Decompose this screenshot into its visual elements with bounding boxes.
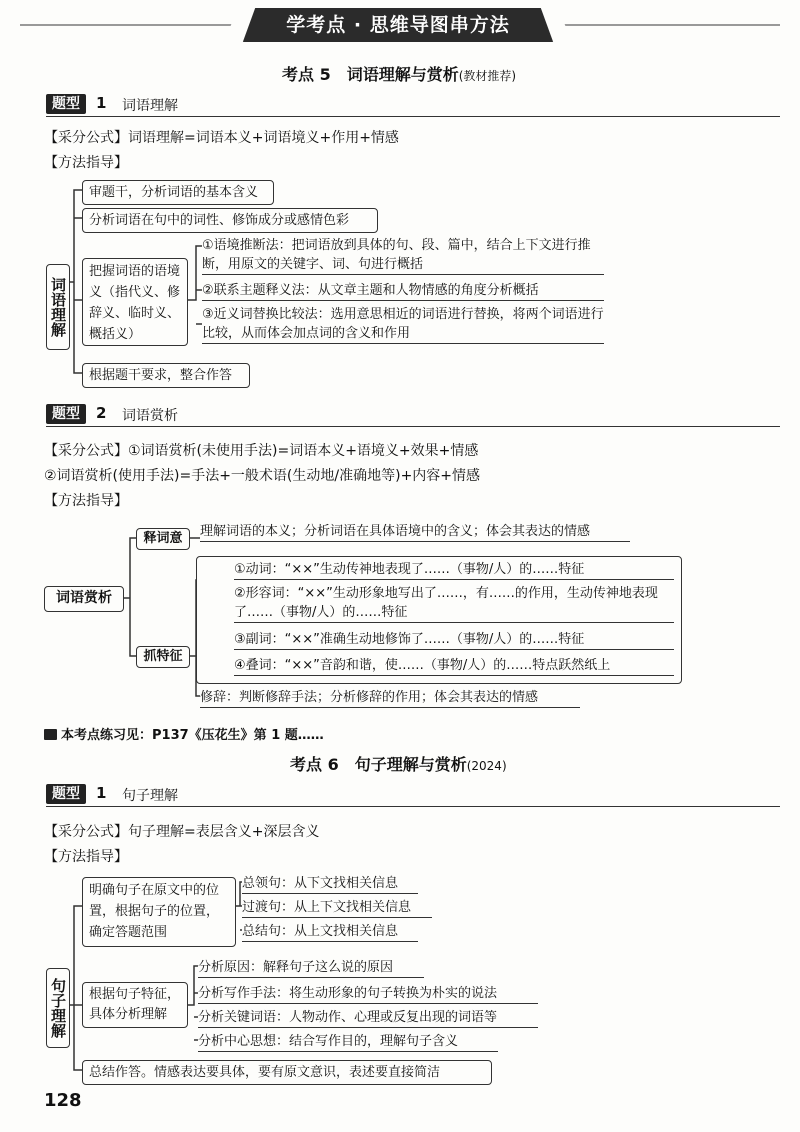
kp6-tx1-num: 1 (96, 784, 107, 802)
kp5-tx1-branch-2: 分析词语在句中的词性、修饰成分或感情色彩 (82, 208, 378, 233)
kp5-title-text: 考点 5 词语理解与赏析 (282, 65, 459, 84)
kp5-tx2-name: 词语赏析 (122, 408, 178, 424)
kp5-tx2-pos-item-3: ③副词：“××”准确生动地修饰了……（事物/人）的……特征 (234, 630, 674, 650)
kp5-tx1-guide: 【方法指导】 (44, 155, 128, 171)
kp5-tx2-num: 2 (96, 404, 107, 422)
kp5-note: (教材推荐) (458, 69, 517, 83)
kp6-tx1-b2-item-2: 分析写作手法：将生动形象的句子转换为朴实的说法 (198, 984, 538, 1004)
kp5-tx2-guide: 【方法指导】 (44, 493, 128, 509)
kp6-tx1-branch-1: 明确句子在原文中的位置，根据句子的位置，确定答题范围 (82, 877, 236, 947)
kp5-tx1-item-2: ②联系主题释义法：从文章主题和人物情感的角度分析概括 (202, 281, 604, 301)
page-number: 128 (44, 1090, 82, 1111)
kp6-title-text: 考点 6 句子理解与赏析 (290, 755, 467, 774)
kp6-tx1-name: 句子理解 (122, 788, 178, 804)
book-icon (44, 729, 57, 740)
kp5-tx2-root: 词语赏析 (44, 586, 124, 612)
kp5-tx2-pos-item-2: ②形容词：“××”生动形象地写出了……，有……的作用，生动传神地表现了……（事物/人）的……特征 (234, 584, 674, 623)
kp6-tx1-branch-2: 根据句子特征，具体分析理解 (82, 982, 188, 1028)
kp5-tx1-branch-3: 把握词语的语境义（指代义、修辞义、临时义、概括义） (82, 258, 188, 346)
kp5-tx1-name: 词语理解 (122, 98, 178, 114)
kp5-tx1-item-3: ③近义词替换比较法：选用意思相近的词语进行替换，将两个词语进行比较，从而体会加点词的含义和作用 (202, 305, 604, 344)
kp6-tx1-guide: 【方法指导】 (44, 849, 128, 865)
kp5-tx2-formula-2: ②词语赏析(使用手法)=手法+一般术语(生动地/准确地等)+内容+情感 (44, 468, 481, 484)
kp6-tx1-branch-3: 总结作答。情感表达要具体，要有原文意识，表述要直接简洁 (82, 1060, 492, 1085)
header-banner: 学考点 · 思维导图串方法 (240, 8, 556, 42)
kp6-tx1-b2-item-4: 分析中心思想：结合写作目的，理解句子含义 (198, 1032, 498, 1052)
kp5-tx1-badge: 题型 (46, 94, 86, 114)
kp6-note: (2024) (466, 759, 507, 773)
kp6-tx1-b2-item-1: 分析原因：解释句子这么说的原因 (198, 958, 424, 978)
kp5-tx2-node-1: 释词意 (136, 528, 190, 550)
kp5-tx2-pos-item-4: ④叠词：“××”音韵和谐，使……（事物/人）的……特点跃然纸上 (234, 656, 674, 676)
kp5-tx2-formula-1: 【采分公式】①词语赏析(未使用手法)=词语本义+语境义+效果+情感 (44, 443, 479, 459)
kp6-tx1-badge: 题型 (46, 784, 86, 804)
kp6-tx1-b2-item-3: 分析关键词语：人物动作、心理或反复出现的词语等 (198, 1008, 538, 1028)
kp5-tx1-item-1: ①语境推断法：把词语放到具体的句、段、篇中，结合上下文进行推断，用原文的关键字、词、句进行概括 (202, 236, 604, 275)
kp5-tx1-formula: 【采分公式】词语理解=词语本义+词语境义+作用+情感 (44, 130, 399, 146)
kp6-tx1-rule (46, 806, 780, 807)
kp5-tx2-node-2: 抓特征 (136, 646, 190, 668)
kp6-title (290, 752, 507, 775)
kp6-tx1-root: 句子理解 (46, 968, 70, 1048)
kp6-tx1-b1-item-1: 总领句：从下文找相关信息 (242, 874, 418, 894)
kp5-tx1-branch-4: 根据题干要求，整合作答 (82, 363, 250, 388)
kp5-practice (44, 726, 324, 745)
kp5-tx2-badge: 题型 (46, 404, 86, 424)
kp5-tx1-num: 1 (96, 94, 107, 112)
kp5-tx2-pos-item-1: ①动词：“××”生动传神地表现了……（事物/人）的……特征 (234, 560, 674, 580)
kp6-tx1-b1-item-3: 总结句：从上文找相关信息 (242, 922, 418, 942)
kp5-practice-text: 本考点练习见：P137《压花生》第 1 题…… (61, 728, 324, 743)
kp5-tx2-node-1-text: 理解词语的本义；分析词语在具体语境中的含义；体会其表达的情感 (200, 522, 630, 542)
kp5-tx2-rhetoric: 修辞：判断修辞手法；分析修辞的作用；体会其表达的情感 (200, 688, 580, 708)
kp6-tx1-formula: 【采分公式】句子理解=表层含义+深层含义 (44, 824, 320, 840)
kp5-tx1-branch-1: 审题干，分析词语的基本含义 (82, 180, 274, 205)
kp5-tx2-rule (46, 426, 780, 427)
kp5-tx1-root: 词语理解 (46, 264, 70, 350)
kp6-tx1-b1-item-2: 过渡句：从上下文找相关信息 (242, 898, 432, 918)
